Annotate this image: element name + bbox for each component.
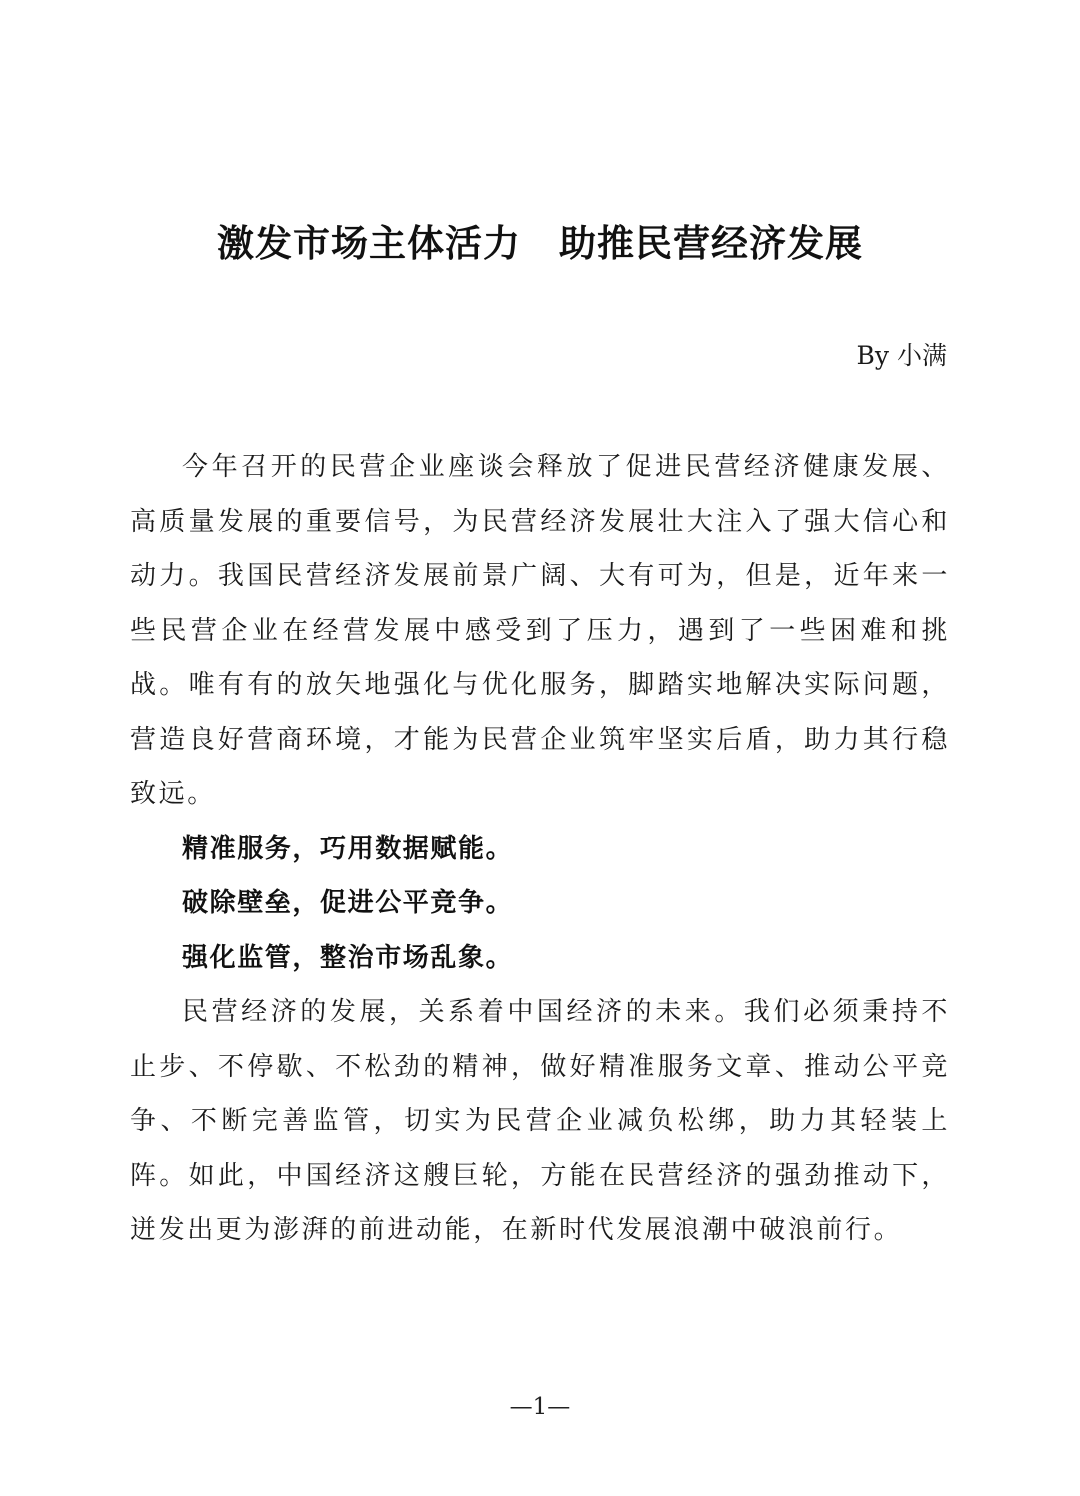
section-heading-regulation: 强化监管，整治市场乱象。 [182, 942, 514, 973]
page-number: —1— [509, 1394, 571, 1420]
conclusion-paragraph: 民营经济的发展，关系着中国经济的未来。我们必须秉持不止步、不停歇、不松劲的精神，做好精准服务文章、推动公平竞争、不断完善监管，切实为民营企业减负松绑，助力其轻装上阵。如此，中国经济这艘巨轮，方能在民营经济的强劲推动下，迸发出更为澎湃的前进动能，在新时代发展浪潮中破浪前行。 [130, 997, 950, 1245]
section-heading-precise-service: 精准服务，巧用数据赋能。 [182, 833, 514, 864]
section-heading-fair-competition: 破除壁垒，促进公平竞争。 [182, 888, 514, 918]
document-title: 激发市场主体活力 助推民营经济发展 [217, 221, 863, 265]
intro-paragraph: 今年召开的民营企业座谈会释放了促进民营经济健康发展、高质量发展的重要信号，为民营经济发展壮大注入了强大信心和动力。我国民营经济发展前景广阔、大有可为，但是，近年来一些民营企业在经营发展中感受到了压力，遇到了一些困难和挑战。唯有有的放矢地强化与优化服务，脚踏实地解决实际问题，营造良好营商环境，才能为民营企业筑牢坚实后盾，助力其行稳致远。 [130, 452, 950, 809]
document-body [130, 440, 950, 1258]
author-byline: By 小满 [856, 341, 947, 370]
